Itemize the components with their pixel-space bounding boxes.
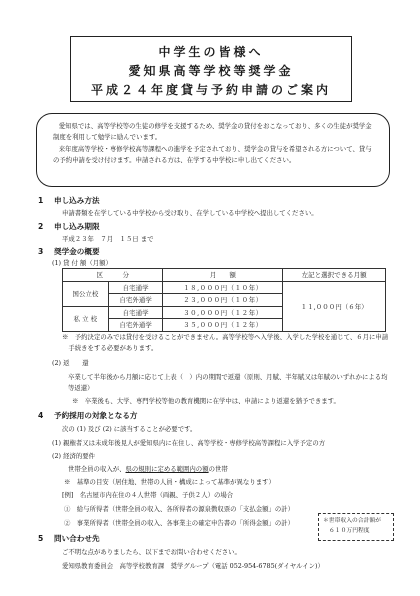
example-heading: [例] 名古屋市内在住の４人世帯（両親、子供２人）の場合 xyxy=(62,491,234,499)
section-title: 問い合わせ先 xyxy=(54,534,100,543)
section-title: 申し込み方法 xyxy=(54,196,100,205)
table-header-alternative: 左記と選択できる月額 xyxy=(283,269,386,282)
example-business-owner: ② 事業所得者（世帯全員の収入、各事業主の確定申告書の「所得金額」の計） xyxy=(64,519,295,527)
eligibility-condition-1: (1) 親権者又は未成年後見人が愛知県内に在住し、高等学校・専修学校高等課程に入学予定の方 xyxy=(52,439,326,447)
subsection-loan-amount: (1) 貸 付 額（月額） xyxy=(52,259,112,267)
contact-details: 愛知県教育委員会 高等学校教育課 奨学グループ（電話 052-954-6785(ダイヤルイン)） xyxy=(62,562,324,570)
income-requirement xyxy=(68,464,228,473)
example-salary-earner: ① 給与所得者（世帯全員の収入、各所得者の源泉徴収票の「支払金額」の計） xyxy=(64,505,295,513)
loan-amount-table xyxy=(62,268,386,332)
table-cell-away: 自宅外通学 xyxy=(108,294,163,307)
note-reservation: ※ 予約決定のみでは貸付を受けることができません。高等学校等へ入学後、入学した学校を通じて、６月に申請手続きをする必要があります。 xyxy=(62,333,389,352)
note-criteria: ※ 基準の目安（居住地、世帯の人員・構成によって基準が異なります） xyxy=(64,478,275,486)
section-number: 1 xyxy=(38,196,44,205)
section-2-heading xyxy=(38,221,100,232)
table-header-amount: 月 額 xyxy=(163,269,283,282)
income-threshold-label: ＊世帯収入の合計額が xyxy=(323,518,381,524)
section-1-text: 申請書類を在学している中学校から受け取り、在学している中学校へ提出してください。 xyxy=(62,209,318,217)
section-1-heading xyxy=(38,195,100,206)
income-threshold-value: ６１０万円程度 xyxy=(329,528,370,534)
section-number: 5 xyxy=(38,534,44,543)
table-cell-alternative-amount: １１,０００円（６年） xyxy=(283,281,386,331)
section-number: 3 xyxy=(38,247,44,256)
income-threshold-box xyxy=(318,513,394,541)
contact-intro: ご不明な点がありましたら、以下までお問い合わせください。 xyxy=(62,548,241,556)
section-title: 予約採用の対象となる方 xyxy=(54,411,138,420)
section-4-heading xyxy=(38,410,138,421)
eligibility-intro: 次の (1) 及び (2) に該当することが必要です。 xyxy=(62,425,197,433)
intro-box xyxy=(36,113,390,187)
section-2-text: 平成２３年 ７月 １５日 まで xyxy=(62,235,154,243)
subsection-repayment: (2) 返 還 xyxy=(52,359,89,367)
table-cell-away: 自宅外通学 xyxy=(108,319,163,332)
income-text: 世帯全員の収入が、 xyxy=(68,465,126,473)
section-5-heading xyxy=(38,533,100,544)
table-cell-amount: ３５,０００円（１２年） xyxy=(163,319,283,332)
income-range-underlined: 県の規則に定める範囲内の額 xyxy=(125,465,209,473)
title-line-1: 中学生の皆様へ xyxy=(158,45,264,59)
section-title: 申し込み期限 xyxy=(54,222,100,231)
section-3-heading xyxy=(38,246,100,257)
income-text-tail: の世帯 xyxy=(208,465,228,473)
table-cell-private: 私 立 校 xyxy=(63,306,109,331)
title-box xyxy=(70,36,352,102)
table-row xyxy=(63,281,386,294)
table-cell-amount: ２３,０００円（１０年） xyxy=(163,294,283,307)
section-number: 4 xyxy=(38,411,44,420)
table-cell-public: 国公立校 xyxy=(63,281,109,306)
table-header-category: 区 分 xyxy=(63,269,163,282)
table-cell-amount: １８,０００円（１０年） xyxy=(163,281,283,294)
section-title: 奨学金の概要 xyxy=(54,247,100,256)
intro-paragraph-1: 愛知県では、高等学校等の生徒の修学を支援するため、奨学金の貸付をおこなっており、多くの生徒が奨学金制度を利用して勉学に励んでいます。 xyxy=(53,122,372,142)
intro-paragraph-2: 来年度高等学校・専修学校高等課程への進学を予定されており、奨学金の貸与を希望される方について、貸与の予約申請を受け付けます。申請される方は、在学する中学校に申し出てください。 xyxy=(53,144,372,165)
title-line-3: 平成２４年度貸与予約申請のご案内 xyxy=(90,83,331,97)
eligibility-condition-2: (2) 経済的要件 xyxy=(52,452,96,460)
table-row xyxy=(63,269,386,282)
title-line-2: 愛知県高等学校等奨学金 xyxy=(128,64,294,78)
note-deferral: ※ 卒業後も、大学、専門学校等他の教育機関に在学中は、申請により返還を猶予できます。 xyxy=(72,397,340,405)
section-number: 2 xyxy=(38,222,44,231)
table-cell-home: 自宅通学 xyxy=(108,281,163,294)
table-cell-amount: ３０,０００円（１２年） xyxy=(163,306,283,319)
table-cell-home: 自宅通学 xyxy=(108,306,163,319)
repayment-text: 卒業して半年後から月額に応じて上表（ ）内の期間で返還（原則、月賦、半年賦又は年賦のいずれかによる均等返還） xyxy=(68,373,388,392)
